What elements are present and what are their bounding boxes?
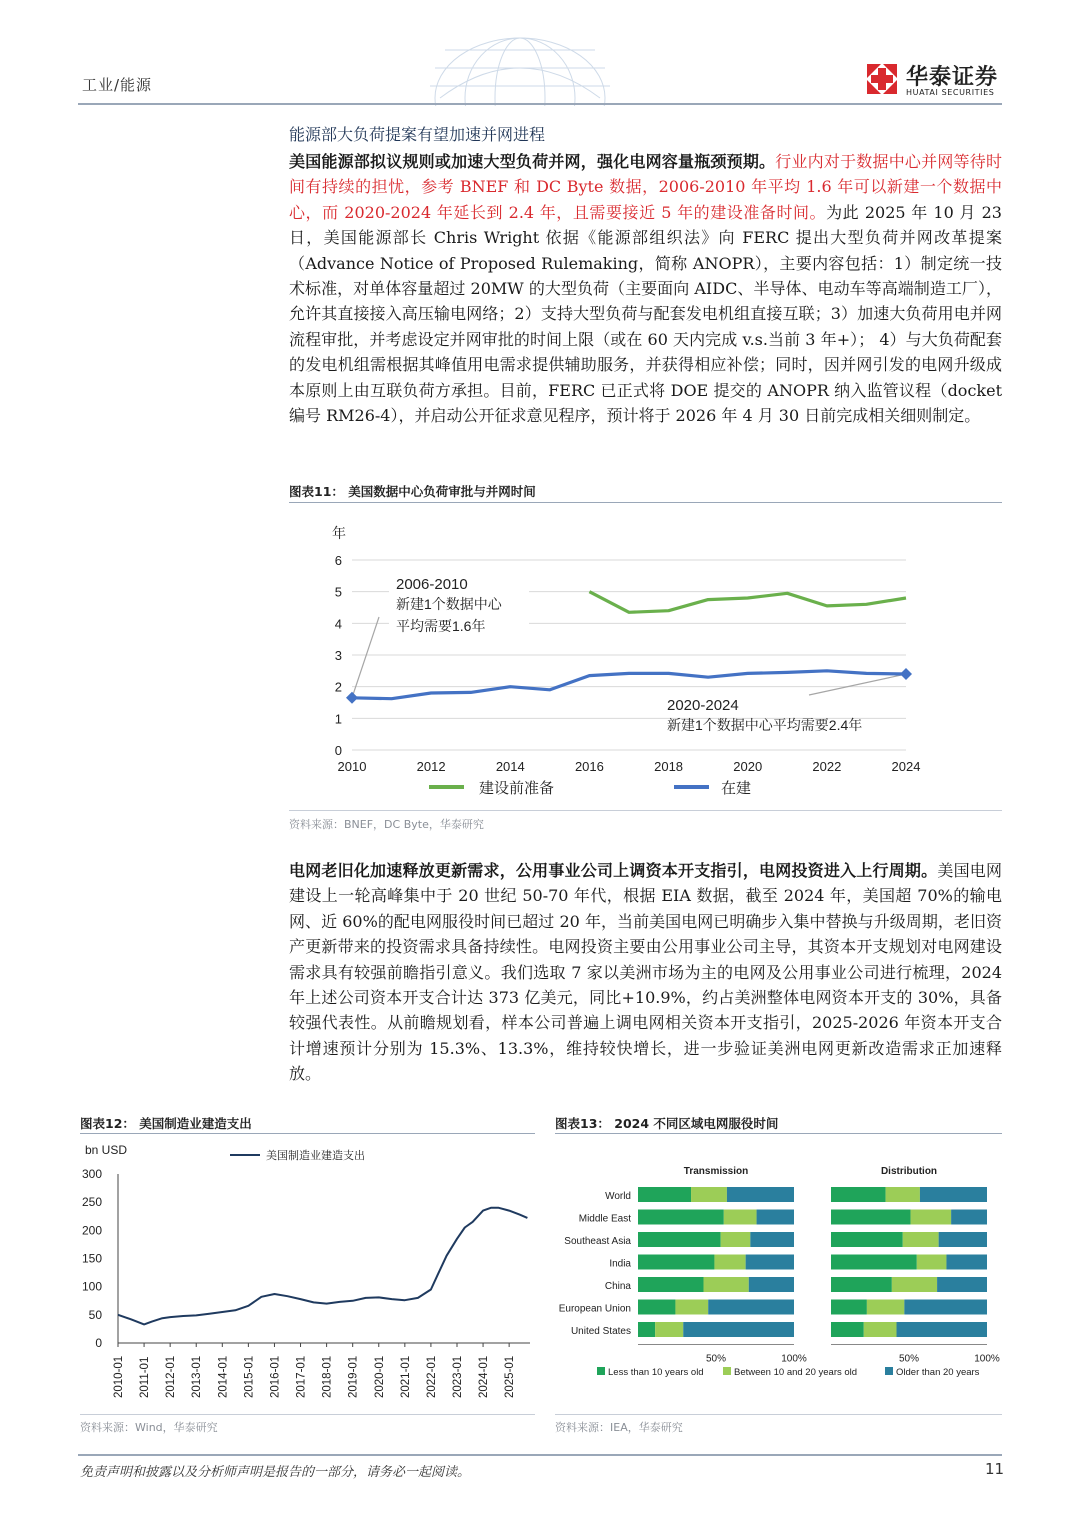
- bar-segment: [951, 1210, 987, 1225]
- page-number: 11: [985, 1460, 1005, 1478]
- paragraph-1-highlight: 行业内对于数据中心并网等待时间有持续的担忧，参考 BNEF 和 DC Byte 数据，2006-2010 年平均 1.6 年可以新建一个数据中心，而 2020-2024 年延长到 2.4 年，且需要接近 5 年的建设准备时间。: [289, 152, 1002, 222]
- bar-segment: [721, 1232, 751, 1247]
- bar-segment: [904, 1300, 987, 1315]
- y-axis-label: 年: [332, 525, 346, 541]
- x-tick-label: 2011-01: [139, 1356, 152, 1398]
- figure-11-chart: [289, 505, 1002, 810]
- legend-label: 在建: [721, 780, 752, 797]
- x-tick-label: 2016-01: [269, 1355, 282, 1398]
- annotation-1-line1: 2006-2010: [396, 576, 468, 593]
- bar-segment: [757, 1210, 794, 1225]
- section-title: 能源部大负荷提案有望加速并网进程: [289, 125, 546, 144]
- panel-title: Transmission: [683, 1166, 749, 1177]
- bar-segment: [724, 1210, 757, 1225]
- series-line-1: [352, 671, 906, 699]
- annotation-1-pointer: [352, 617, 379, 698]
- footer-disclaimer: 免责声明和披露以及分析师声明是报告的一部分，请务必一起阅读。: [80, 1465, 471, 1480]
- figure-11-source: 资料来源：BNEF，DC Byte，华泰研究: [289, 818, 484, 831]
- paragraph-2: [289, 858, 1002, 1087]
- bar-segment: [638, 1232, 721, 1247]
- y-tick-label: 300: [81, 1167, 102, 1181]
- x-tick-label: 50%: [705, 1353, 727, 1365]
- bar-segment: [939, 1232, 987, 1247]
- bar-segment: [831, 1300, 867, 1315]
- x-tick-label: 2012: [416, 759, 446, 774]
- y-tick-label: 0: [334, 743, 342, 758]
- y-tick-label: 200: [81, 1223, 102, 1238]
- legend-swatch: [597, 1367, 605, 1375]
- series-line-0: [589, 592, 906, 613]
- bar-segment: [946, 1255, 987, 1270]
- bar-segment: [638, 1277, 704, 1292]
- y-tick-label: 2: [334, 679, 342, 695]
- paragraph-1: [289, 149, 1002, 428]
- data-point-marker: [346, 692, 358, 704]
- category-label: India: [609, 1258, 631, 1270]
- footer-divider: [78, 1454, 1002, 1456]
- legend-label: Less than 10 years old: [608, 1367, 704, 1378]
- x-tick-label: 2019-01: [347, 1355, 360, 1398]
- bar-segment: [708, 1300, 794, 1315]
- x-tick-label: 2022-01: [425, 1355, 438, 1398]
- category-label: European Union: [558, 1303, 631, 1315]
- y-tick-label: 250: [81, 1195, 102, 1210]
- bar-segment: [831, 1322, 864, 1337]
- bar-segment: [920, 1187, 987, 1202]
- x-tick-label: 2017-01: [295, 1355, 308, 1398]
- annotation-2-line1: 2020-2024: [667, 697, 739, 714]
- x-tick-label: 100%: [781, 1353, 807, 1365]
- paragraph-1-lead: 美国能源部拟议规则或加速大型负荷并网，强化电网容量瓶颈预期。: [289, 152, 776, 171]
- header-divider: [78, 103, 1002, 105]
- bar-segment: [831, 1187, 886, 1202]
- bar-segment: [892, 1277, 937, 1292]
- bar-segment: [704, 1277, 749, 1292]
- legend-label: 美国制造业建造支出: [266, 1150, 365, 1162]
- bar-segment: [655, 1322, 683, 1337]
- x-tick-label: 2024-01: [478, 1355, 491, 1398]
- annotation-1-line2: 新建1个数据中心: [396, 596, 502, 612]
- category-label: United States: [570, 1326, 631, 1337]
- bar-segment: [937, 1277, 987, 1292]
- bar-segment: [917, 1255, 947, 1270]
- x-tick-label: 2025-01: [504, 1355, 517, 1398]
- bar-segment: [683, 1322, 794, 1337]
- bar-segment: [831, 1277, 892, 1292]
- bar-segment: [897, 1322, 987, 1337]
- huatai-logo-icon: [865, 62, 899, 96]
- bar-segment: [746, 1255, 794, 1270]
- bar-segment: [864, 1322, 897, 1337]
- x-tick-label: 2010: [337, 759, 367, 774]
- category-label: World: [605, 1191, 631, 1202]
- x-tick-label: 100%: [974, 1353, 1000, 1365]
- y-tick-label: 0: [95, 1336, 102, 1350]
- bar-segment: [867, 1300, 904, 1315]
- globe-decoration: [420, 28, 620, 106]
- bar-segment: [638, 1322, 655, 1337]
- x-tick-label: 2020-01: [373, 1355, 386, 1398]
- paragraph-1-body: 为此 2025 年 10 月 23 日，美国能源部长 Chris Wright 依据《能源部组织法》向 FERC 提出大型负荷并网改革提案（Advance Notice of Proposed Rulemaking，简称 ANOPR），主要内容包括：1）制定统一技术标准，对单体容量超过 20MW 的大型负荷（主要面向 AIDC、半导体、电动车等高端制造工厂），允许其直接接入高压输电网络；2）支持大型负荷与配套发电机组直接互联；3）加速大负荷用电并网流程审批，并考虑设定并网审批的时间上限（或在 60 天内完成 v.s.当前 3 年+）； 4）与大负荷配套的发电机组需根据其峰值用电需求提供辅助服务，并获得相应补偿；同时，因并网引发的电网升级成本原则上由互联负荷方承担。目前，FERC 已正式将 DOE 提交的 ANOPR 纳入监管议程（docket 编号 RM26-4），并启动公开征求意见程序，预计将于 2026 年 4 月 30 日前完成相关细则制定。: [289, 202, 1002, 426]
- y-tick-label: 100: [81, 1279, 102, 1294]
- logo-english: HUATAI SECURITIES: [906, 88, 995, 97]
- header-category: 工业/能源: [82, 76, 153, 94]
- bar-segment: [831, 1232, 903, 1247]
- bar-segment: [638, 1255, 714, 1270]
- y-tick-label: 150: [81, 1251, 102, 1266]
- x-tick-label: 2020: [733, 759, 763, 774]
- legend-label: Between 10 and 20 years old: [734, 1367, 858, 1378]
- x-tick-label: 2012-01: [165, 1355, 178, 1398]
- figure-13-top-rule: [555, 1133, 1002, 1134]
- category-label: Middle East: [578, 1213, 631, 1225]
- legend-swatch: [723, 1367, 731, 1375]
- category-label: Southeast Asia: [564, 1236, 631, 1247]
- x-tick-label: 2021-01: [399, 1355, 412, 1398]
- legend-swatch: [885, 1367, 893, 1375]
- figure-13-title: 图表13： 2024 不同区域电网服役时间: [555, 1116, 779, 1131]
- figure-11-top-rule: [289, 502, 1002, 503]
- category-label: China: [604, 1281, 631, 1292]
- figure-12-title: 图表12： 美国制造业建造支出: [80, 1116, 252, 1131]
- x-tick-label: 2023-01: [451, 1355, 464, 1398]
- y-tick-label: 6: [334, 553, 342, 568]
- bar-segment: [903, 1232, 939, 1247]
- legend-label: 建设前准备: [479, 780, 555, 797]
- annotation-1-line3: 平均需要1.6年: [396, 618, 486, 634]
- y-tick-label: 3: [334, 648, 342, 663]
- x-tick-label: 2022: [812, 759, 842, 774]
- x-tick-label: 2014-01: [217, 1355, 230, 1398]
- figure-12-source: 资料来源：Wind，华泰研究: [80, 1421, 218, 1434]
- x-tick-label: 2018: [654, 759, 684, 774]
- bar-segment: [749, 1277, 794, 1292]
- series-line: [118, 1208, 527, 1325]
- bar-segment: [727, 1187, 794, 1202]
- figure-13-chart: [555, 1136, 1002, 1414]
- y-tick-label: 50: [88, 1307, 102, 1322]
- paragraph-2-lead: 电网老旧化加速释放更新需求，公用事业公司上调资本开支指引，电网投资进入上行周期。: [289, 861, 938, 880]
- panel-title: Distribution: [880, 1166, 938, 1177]
- x-tick-label: 2016: [574, 759, 604, 774]
- y-tick-label: 1: [334, 711, 342, 727]
- logo-chinese: 华泰证券: [906, 65, 999, 90]
- bar-segment: [831, 1255, 917, 1270]
- bar-segment: [691, 1187, 727, 1202]
- x-tick-label: 2015-01: [243, 1355, 256, 1398]
- figure-13-bottom-rule: [555, 1414, 1002, 1415]
- figure-11-bottom-rule: [289, 810, 1002, 811]
- bar-segment: [638, 1187, 691, 1202]
- x-tick-label: 2014: [495, 759, 525, 774]
- bar-segment: [886, 1187, 920, 1202]
- figure-13-source: 资料来源：IEA，华泰研究: [555, 1421, 683, 1434]
- bar-segment: [675, 1300, 708, 1315]
- annotation-2-pointer: [809, 674, 906, 695]
- figure-12-bottom-rule: [80, 1414, 535, 1415]
- figure-12-chart: [80, 1136, 535, 1414]
- paragraph-2-body: 美国电网建设上一轮高峰集中于 20 世纪 50-70 年代，根据 EIA 数据，截至 2024 年，美国超 70%的输电网、近 60%的配电网服役时间已超过 20 年，当前美国电网已明确步入集中替换与升级周期，老旧资产更新带来的投资需求具备持续性。电网投资主要由公用事业公司主导，其资本开支规划对电网建设需求具有较强前瞻指引意义。我们选取 7 家以美洲市场为主的电网及公用事业公司进行梳理，2024 年上述公司资本开支合计达 373 亿美元，同比+10.9%，约占美洲整体电网资本开支的 30%，具备较强代表性。从前瞻规划看，样本公司普遍上调电网相关资本开支指引，2025-2026 年资本开支合计增速预计分别为 15.3%、13.3%，维持较快增长，进一步验证美洲电网更新改造需求正加速释放。: [289, 861, 1002, 1084]
- figure-12-top-rule: [80, 1133, 535, 1134]
- x-tick-label: 2010-01: [113, 1355, 125, 1398]
- bar-segment: [714, 1255, 745, 1270]
- legend-label: Older than 20 years: [896, 1367, 980, 1378]
- y-tick-label: 4: [334, 616, 342, 632]
- bar-segment: [638, 1210, 724, 1225]
- x-tick-label: 50%: [898, 1353, 920, 1365]
- bar-segment: [911, 1210, 952, 1225]
- bar-segment: [750, 1232, 794, 1247]
- x-tick-label: 2013-01: [191, 1355, 204, 1398]
- x-tick-label: 2018-01: [321, 1355, 334, 1398]
- bar-segment: [638, 1300, 675, 1315]
- y-axis-label: bn USD: [85, 1143, 128, 1157]
- bar-segment: [831, 1210, 911, 1225]
- figure-11-title: 图表11： 美国数据中心负荷审批与并网时间: [289, 484, 536, 499]
- x-tick-label: 2024: [891, 759, 921, 774]
- data-point-marker: [900, 668, 912, 680]
- annotation-2-line2: 新建1个数据中心平均需要2.4年: [667, 717, 863, 733]
- y-tick-label: 5: [334, 584, 342, 600]
